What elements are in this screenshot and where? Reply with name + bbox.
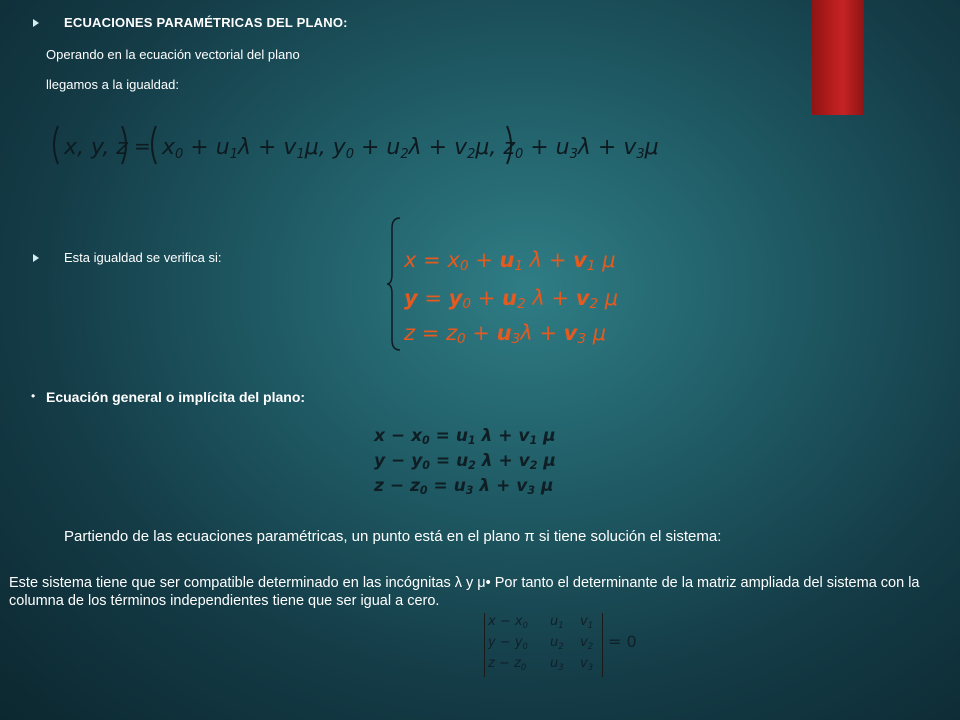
det-cell: $u_1$ [550,614,564,630]
intro-line-1: Operando en la ecuación vectorial del plano [46,47,300,62]
determinant [480,612,640,678]
determinant-right-bar [602,613,603,677]
det-cell: $z - z_0$ [488,656,527,672]
accent-tab [812,0,864,115]
bullet-arrow-icon [33,254,39,262]
paragraph-system: Partiendo de las ecuaciones paramétricas, un punto está en el plano π si tiene solución el sistema: [64,528,722,545]
parametric-row-z: $z = z_0 + u_3\lambda + v_3$ μ [404,321,607,347]
general-heading: Ecuación general o implícita del plano: [46,389,306,405]
det-cell: $y - y_0$ [488,635,528,651]
parametric-system [386,214,619,354]
det-cell: $u_2$ [550,635,564,651]
det-cell: $v_3$ [580,656,594,672]
det-equals-zero: = 0 [608,632,637,651]
det-cell: $v_2$ [580,635,594,651]
vector-equation [48,120,659,170]
determinant-left-bar [484,613,485,677]
parametric-row-y: $y = y_0 + u_2$ $\lambda + v_2$ μ [404,286,619,312]
det-cell: $v_1$ [580,614,594,630]
det-cell: $u_3$ [550,656,564,672]
brace-icon [386,214,402,354]
vector-equation-drawing [48,120,659,170]
svg-text:=: = [134,134,151,158]
paragraph-determinant: Este sistema tiene que ser compatible determinado en las incógnitas λ y μ• Por tanto el determinante de la matriz ampliada del sistema con la columna de los términos independientes tiene que ser igual a cero. [9,575,920,609]
det-cell: $x - x_0$ [488,614,528,630]
bullet-dot: • [31,389,36,403]
verify-text: Esta igualdad se verifica si: [64,250,222,265]
implicit-system [374,423,604,501]
bullet-arrow-icon [33,19,39,27]
parametric-row-x: $x = x_0 + u_1$ $\lambda + v_1$ μ [404,248,616,274]
svg-text:x0 + u1λ + v1μ, y0 + u2λ + v2μ: x0 + u1λ + v1μ, y0 + u2λ + v2μ, z0 + u3λ + v3μ [162,135,659,162]
implicit-row-x: $x - x_0 = u_1$ $\lambda + v_1$ μ [374,426,556,447]
intro-line-2: llegamos a la igualdad: [46,77,179,92]
section-heading: ECUACIONES PARAMÉTRICAS DEL PLANO: [64,15,348,30]
implicit-row-z: $z - z_0 = u_3$ $\lambda + v_3$ μ [374,476,554,497]
implicit-row-y: $y - y_0 = u_2$ $\lambda + v_2$ μ [374,451,556,472]
svg-text:x, y, z: x, y, z [64,135,128,160]
